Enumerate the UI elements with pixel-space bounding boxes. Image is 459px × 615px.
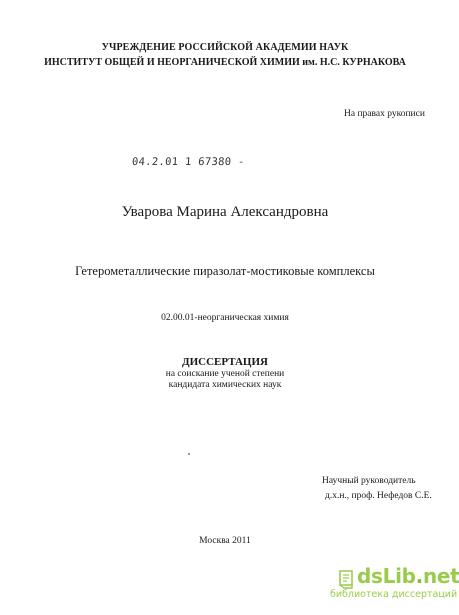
registration-stamp: 04.2.01 1 67380 -	[131, 156, 245, 168]
dslib-watermark-tagline: библиотека диссертаций	[330, 589, 458, 600]
supervisor-label: Научный руководитель	[322, 476, 416, 486]
author-name: Уварова Марина Александровна	[121, 204, 329, 220]
dslib-brand-suffix: net	[422, 564, 459, 588]
thesis-topic: Гетерометаллические пиразолат-мостиковые комплексы	[75, 264, 375, 278]
dslib-watermark-logo[interactable]	[357, 566, 459, 586]
dslib-logo-icon	[337, 569, 355, 589]
dslib-brand-prefix: dsLib	[357, 564, 416, 588]
manuscript-rights-note: На правах рукописи	[344, 109, 425, 119]
thesis-type-title: ДИССЕРТАЦИЯ	[182, 356, 268, 368]
institution-line-1: УЧРЕЖДЕНИЕ РОССИЙСКОЙ АКАДЕМИИ НАУК	[101, 42, 349, 53]
scan-speck	[188, 453, 190, 455]
supervisor-name: д.х.н., проф. Нефедов С.Е.	[325, 491, 432, 501]
dslib-brand-dot: .	[415, 564, 423, 588]
degree-line-1: на соискание ученой степени	[165, 369, 285, 379]
city-year: Москва 2011	[199, 536, 251, 546]
institution-line-2: ИНСТИТУТ ОБЩЕЙ И НЕОРГАНИЧЕСКОЙ ХИМИИ им. Н.С. КУРНАКОВА	[44, 57, 406, 68]
specialty-code: 02.00.01-неорганическая химия	[161, 313, 289, 323]
degree-line-2: кандидата химических наук	[168, 380, 282, 390]
